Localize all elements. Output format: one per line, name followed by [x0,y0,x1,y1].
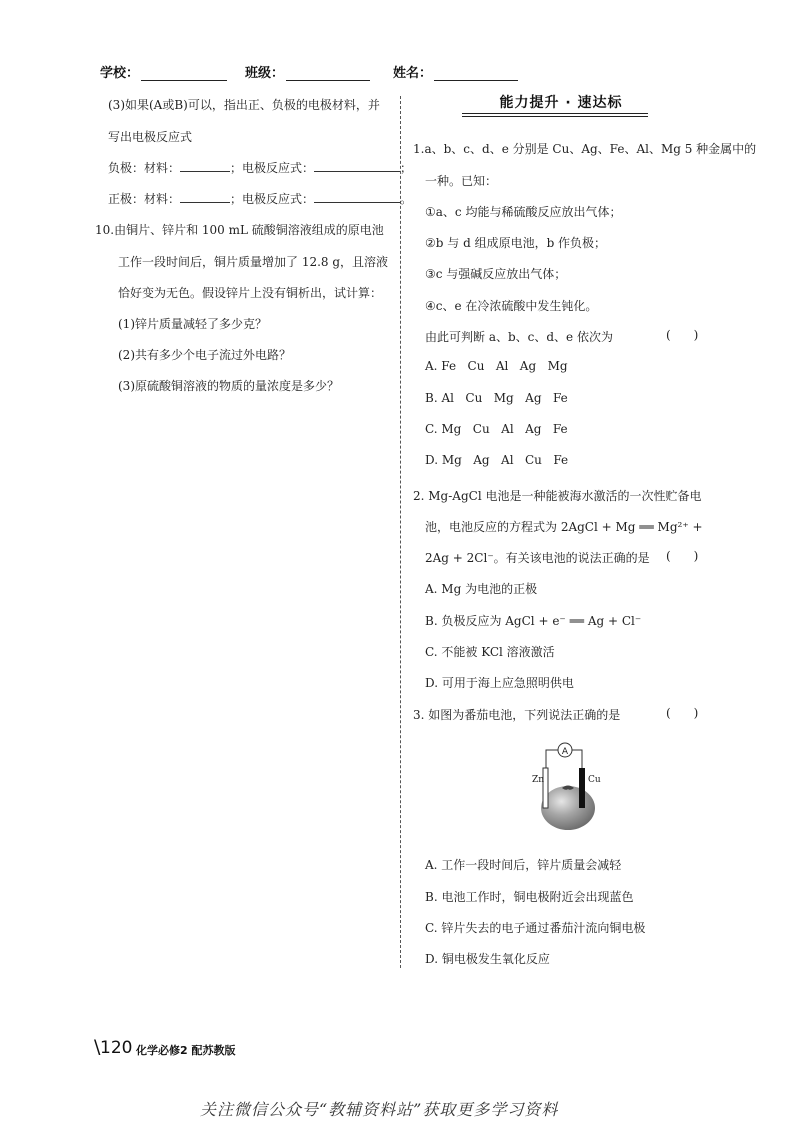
q3-option-b: B. 电池工作时，铜电极附近会出现蓝色 [425,890,634,904]
wire-left [546,750,558,768]
q2-line3: 2Ag + 2Cl⁻。有关该电池的说法正确的是 [425,551,650,565]
tomato-battery-figure [528,738,608,834]
name-label: 姓名： [393,66,433,81]
q1-option-d: D. Mg Ag Al Cu Fe [425,453,569,467]
copper-electrode [579,768,585,808]
q1-line1: 1.a、b、c、d、e 分别是 Cu、Ag、Fe、Al、Mg 5 种金属中的 [413,142,757,156]
q2-line2: 池，电池反应的方程式为 2AgCl + Mg ══ Mg²⁺ + [425,520,703,534]
class-field [245,62,370,81]
negative-mid: ；电极反应式： [230,161,315,175]
copper-label: Cu [588,775,601,785]
q10-line1: 10.由铜片、锌片和 100 mL 硫酸铜溶液组成的原电池 [95,223,384,237]
positive-electrode-row [108,190,412,207]
name-blank [434,66,518,81]
q1-answer-paren: ( ) [666,328,699,342]
positive-material-blank [180,190,230,203]
negative-prefix: 负极：材料： [108,161,181,175]
negative-end: ； [400,161,413,175]
negative-reaction-blank [314,159,400,172]
q9-part3-line2: 写出电极反应式 [108,130,193,144]
q2-answer-paren: ( ) [666,549,699,563]
q3-answer-paren: ( ) [666,706,699,720]
q10-sub3: (3)原硫酸铜溶液的物质的量浓度是多少？ [118,379,339,393]
q1-option-a: A. Fe Cu Al Ag Mg [425,359,568,373]
q1-option-c: C. Mg Cu Al Ag Fe [425,422,568,436]
q1-option-b: B. Al Cu Mg Ag Fe [425,391,568,405]
q1-condition-4: ④c、e 在冷浓硫酸中发生钝化。 [425,299,598,313]
positive-end: 。 [400,192,413,206]
positive-mid: ；电极反应式： [230,192,315,206]
q10-sub2: (2)共有多少个电子流过外电路？ [118,348,291,362]
school-field [100,62,227,81]
section-title-rule [462,113,648,114]
book-name: 化学必修2 配苏教版 [136,1044,236,1057]
negative-material-blank [180,159,230,172]
section-title: 能力提升 · 速达标 [499,95,623,111]
positive-reaction-blank [314,190,400,203]
q10-line2: 工作一段时间后，铜片质量增加了 12.8 g，且溶液 [118,255,389,269]
wire-right [572,750,582,768]
zinc-label: Zn [532,775,545,785]
school-label: 学校： [100,66,140,81]
q2-line1: 2. Mg-AgCl 电池是一种能被海水激活的一次性贮备电 [413,489,702,503]
q10-sub1: (1)锌片质量减轻了多少克？ [118,317,267,331]
q2-option-b: B. 负极反应为 AgCl + e⁻ ══ Ag + Cl⁻ [425,614,642,628]
negative-electrode-row [108,159,412,176]
class-blank [286,66,370,81]
q3-line1: 3. 如图为番茄电池，下列说法正确的是 [413,708,621,722]
footer-note: 关注微信公众号“教辅资料站”获取更多学习资料 [200,1100,559,1119]
q1-stem: 由此可判断 a、b、c、d、e 依次为 [425,330,613,344]
q1-condition-2: ②b 与 d 组成原电池，b 作负极； [425,236,607,250]
school-blank [141,66,227,81]
name-field [393,62,518,81]
q9-part3-line1: (3)如果(A或B)可以，指出正、负极的电极材料，并 [108,98,380,112]
zinc-electrode [543,768,548,808]
q2-option-a: A. Mg 为电池的正极 [425,582,538,596]
q1-line2: 一种。已知： [425,174,498,188]
q1-condition-1: ①a、c 均能与稀硫酸反应放出气体； [425,205,622,219]
page-number: 120 [100,1038,133,1058]
q10-line3: 恰好变为无色。假设锌片上没有铜析出，试计算： [118,286,383,300]
footer-slash: \ [94,1036,101,1058]
section-title-rule-2 [462,116,648,117]
q2-option-d: D. 可用于海上应急照明供电 [425,676,574,690]
q2-option-c: C. 不能被 KCl 溶液激活 [425,645,555,659]
q3-option-a: A. 工作一段时间后，锌片质量会减轻 [425,858,622,872]
positive-prefix: 正极：材料： [108,192,181,206]
column-divider [400,96,401,968]
q3-option-c: C. 锌片失去的电子通过番茄汁流向铜电极 [425,921,646,935]
tomato-body [541,786,595,830]
q1-condition-3: ③c 与强碱反应放出气体； [425,267,567,281]
ammeter-label: A [561,747,569,757]
class-label: 班级： [245,66,285,81]
q3-option-d: D. 铜电极发生氧化反应 [425,952,550,966]
